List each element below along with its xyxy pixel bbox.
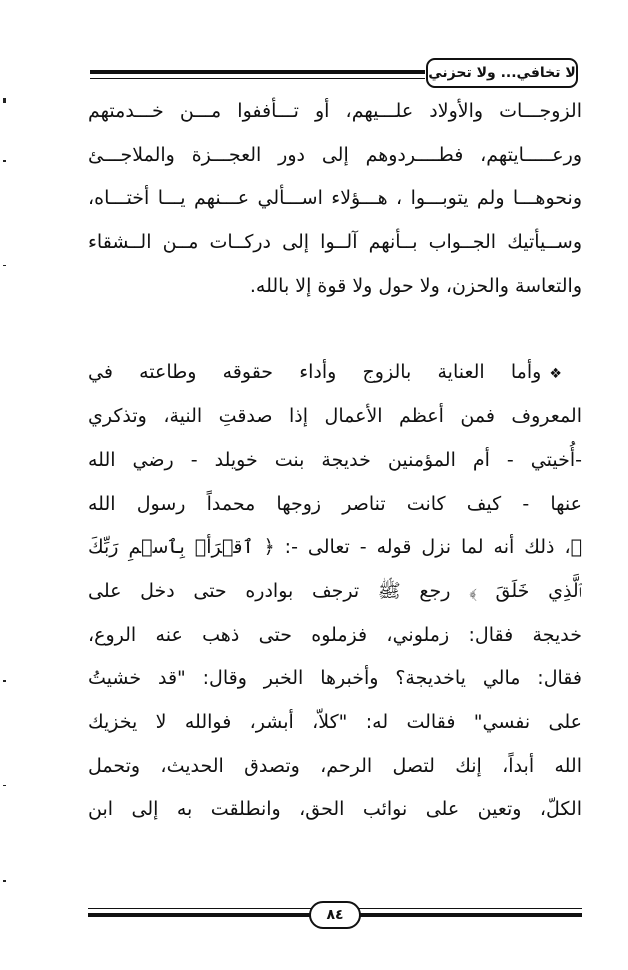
page-body: [88, 90, 582, 832]
text-line: ٱلَّذِي خَلَقَ ﴾ رجع ﷺ ترجف بوادره حتى دخل على: [88, 579, 582, 602]
scan-mark: [3, 98, 6, 103]
header-rule: [90, 70, 425, 74]
text-line: الكلّ، وتعين على نوائب الحق، وانطلقت به إلى ابن: [88, 798, 582, 821]
text-line: الله أبداً، إنك لتصل الرحم، وتصدق الحديث، وتحمل: [88, 754, 582, 777]
running-header-title: [426, 58, 578, 88]
scan-mark: [3, 880, 6, 882]
text-line: الزوجـــات والأولاد علـــيهم، أو تـــأففوا مـــن خـــدمتهم: [88, 100, 582, 122]
text-line: خديجة فقال: زملوني، فزملوه حتى ذهب عنه الروع،: [88, 623, 582, 646]
text-line: وســيأتيك الجــواب بــأنهم آلــوا إلى دركــات مــن الــشقاء: [88, 231, 582, 254]
text-line: ونحوهـــا ولم يتوبـــوا ، هـــؤلاء اســـألي عـــنهم يـــا أختـــاه،: [88, 187, 582, 210]
text-line: فقال: مالي ياخديجة؟ وأخبرها الخبر وقال: "قد خشيتُ: [88, 667, 582, 690]
paragraph-gap: [88, 308, 582, 351]
text-line: على نفسي" فقالت له: "كلاّ، أبشر، فوالله لا يخزيك: [88, 710, 582, 733]
page-number-badge: [309, 901, 361, 929]
text-line: ﷺ، ذلك أنه لما نزل قوله - تعالى -: ﴿ ٱقۡرَأۡ بِٱسۡمِ رَبِّكَ: [88, 536, 582, 559]
text-line-bulleted: [88, 351, 582, 395]
scan-mark: [3, 785, 6, 786]
scan-mark: [3, 160, 6, 162]
text-line: والتعاسة والحزن، ولا حول ولا قوة إلا بالله.: [249, 274, 582, 297]
text-line: -أُخيتي - أم المؤمنين خديجة بنت خويلد - رضي الله: [88, 448, 582, 471]
scan-mark: [3, 680, 6, 682]
book-title: لا تخافي... ولا تحزني: [428, 65, 576, 81]
header-rule-thin: [90, 78, 425, 79]
text-line: ورعـــــايتهم، فطــــردوهم إلى دور العجـــزة والملاجـــئ: [88, 143, 582, 166]
text-line: المعروف فمن أعظم الأعمال إذا صدقتِ النية، وتذكري: [88, 405, 582, 428]
text-line-content: وأما العناية بالزوج وأداء حقوقه وطاعته في: [88, 361, 542, 384]
page-number: ٨٤: [326, 907, 344, 923]
bullet-icon: ❖: [549, 366, 582, 383]
text-line: عنها - كيف كانت تناصر زوجها محمداً رسول الله: [88, 492, 582, 515]
scan-mark: [3, 265, 6, 266]
